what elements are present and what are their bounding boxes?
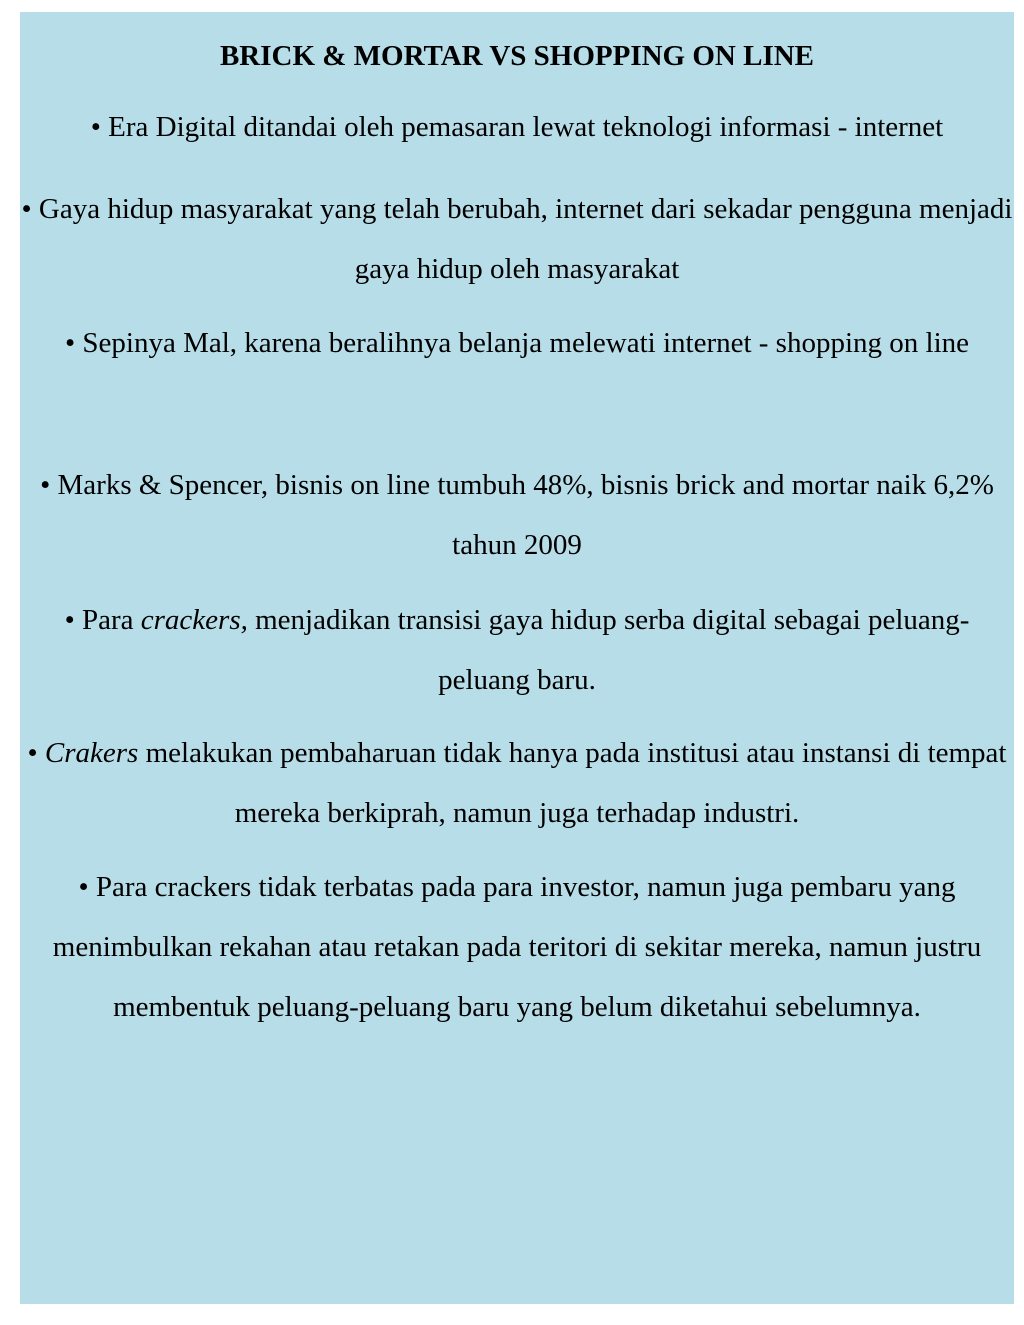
- content-panel: [20, 12, 1014, 1304]
- bullet-crakers-pre: •: [27, 737, 45, 769]
- bullet-para-crackers: [20, 590, 1014, 710]
- bullet-crakers-italic: Crakers: [44, 737, 139, 769]
- bullet-para-crackers-post: menjadikan transisi gaya hidup serba digital sebagai peluang-peluang baru.: [247, 604, 970, 696]
- bullet-para-crackers-italic: crackers,: [140, 604, 248, 636]
- bullet-para-crackers-pre: • Para: [64, 604, 141, 636]
- bullet-crakers-post: melakukan pembaharuan tidak hanya pada institusi atau instansi di tempat mereka berkiprah, namun juga terhadap industri.: [138, 737, 1007, 829]
- bullet-gaya-hidup: • Gaya hidup masyarakat yang telah berubah, internet dari sekadar pengguna menjadi gaya hidup oleh masyarakat: [21, 193, 1013, 285]
- bullet-crakers-pembaharuan: [20, 723, 1014, 843]
- bullet-sepinya-mal: • Sepinya Mal, karena beralihnya belanja melewati internet - shopping on line: [64, 327, 970, 359]
- bullet-crackers-investor: • Para crackers tidak terbatas pada para investor, namun juga pembaru yang menimbulkan rekahan atau retakan pada teritori di sekitar mereka, namun justru membentuk peluang-peluang baru yang belum diketahui sebelumnya.: [52, 871, 982, 1023]
- bullet-era-digital: • Era Digital ditandai oleh pemasaran lewat teknologi informasi - internet: [90, 111, 944, 143]
- page-title: BRICK & MORTAR VS SHOPPING ON LINE: [219, 40, 815, 72]
- bullet-marks-spencer: • Marks & Spencer, bisnis on line tumbuh 48%, bisnis brick and mortar naik 6,2% tahun 2009: [40, 469, 994, 561]
